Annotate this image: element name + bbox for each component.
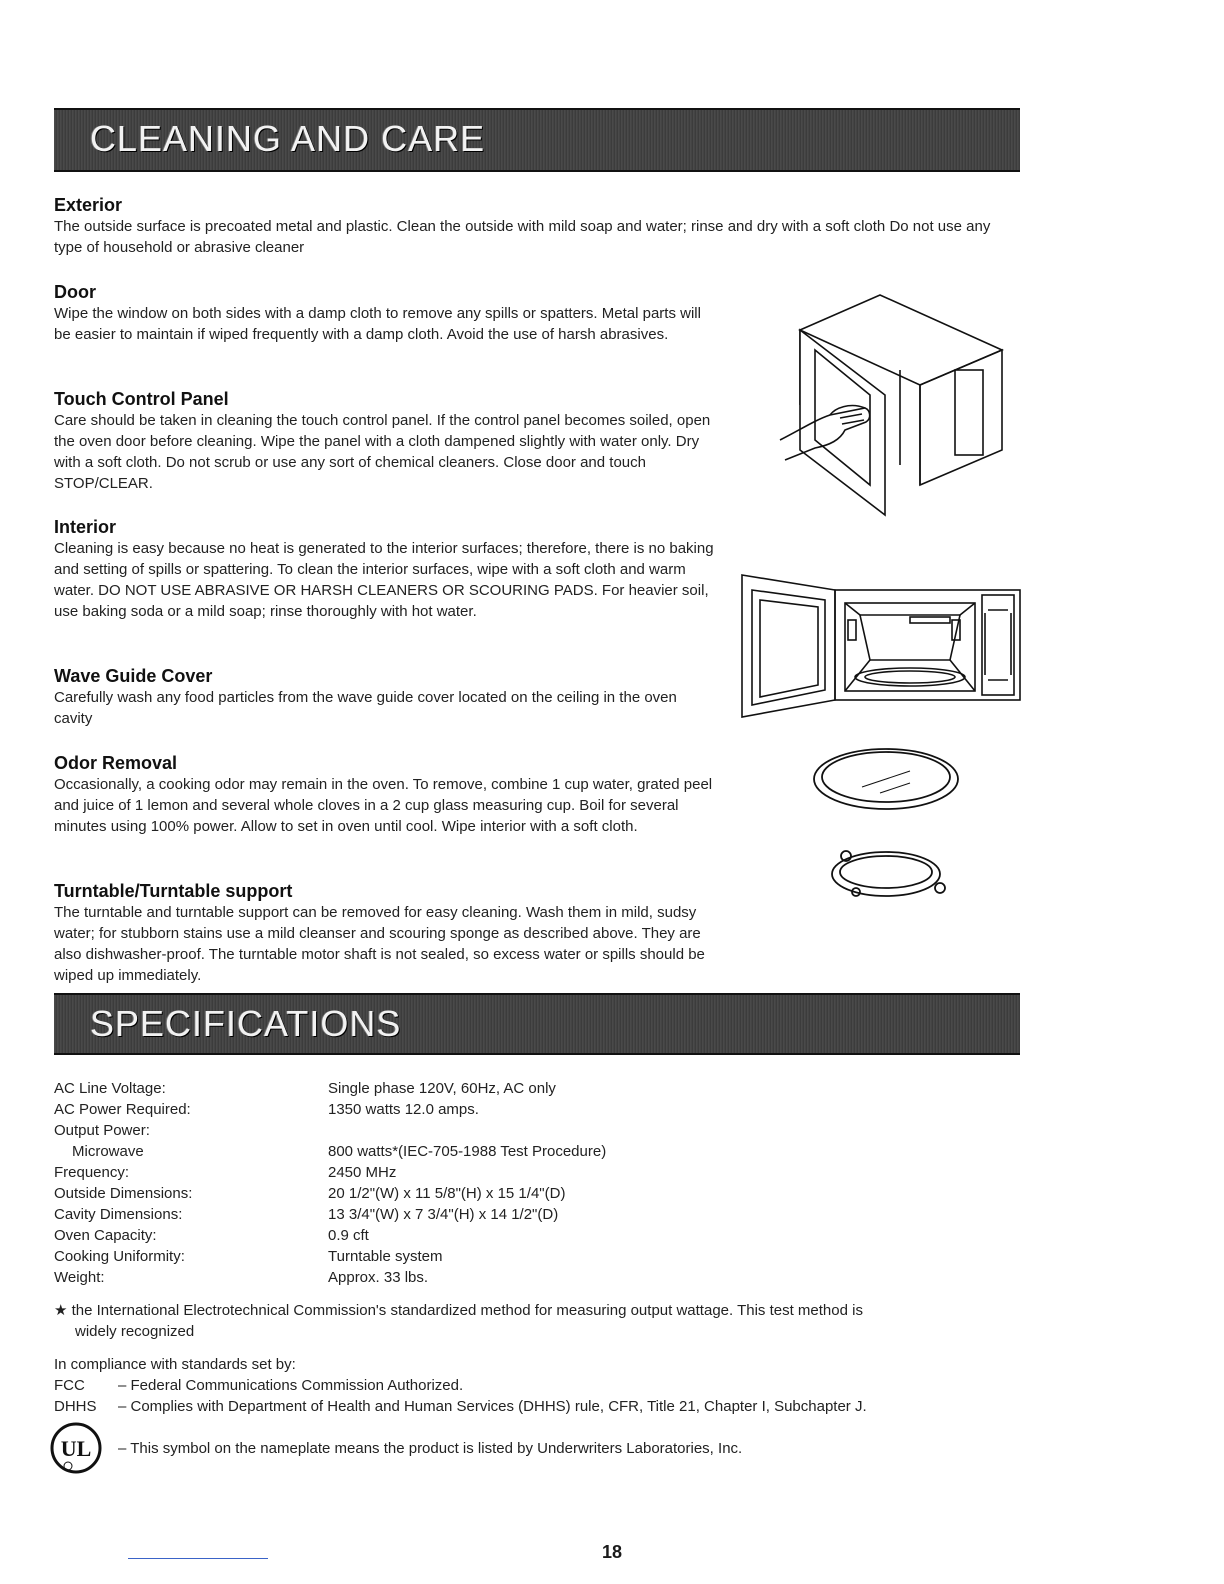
door-heading: Door bbox=[54, 282, 96, 302]
spec-value: Turntable system bbox=[328, 1248, 443, 1265]
spec-label: Outside Dimensions: bbox=[54, 1185, 193, 1202]
dhhs-text: – Complies with Department of Health and Human Services (DHHS) rule, CFR, Title 21, Chapter I, Subchapter J. bbox=[118, 1398, 867, 1415]
spec-label: Oven Capacity: bbox=[54, 1227, 157, 1244]
spec-label: Microwave bbox=[72, 1143, 144, 1160]
spec-label: AC Line Voltage: bbox=[54, 1080, 166, 1097]
wave-guide-heading: Wave Guide Cover bbox=[54, 666, 213, 686]
touch-panel-section bbox=[54, 388, 718, 494]
interior-text: Cleaning is easy because no heat is generated to the interior surfaces; therefore, there is no baking and setting of spills or spattering. To clean the interior surfaces, wipe with a soft cloth and warm water. DO NOT USE ABRASIVE OR HARSH CLEANERS OR SCOURING PADS. For heavier soil, use baking soda or a mild soap; rinse thoroughly with hot water. bbox=[54, 540, 714, 620]
cleaning-banner bbox=[54, 108, 1020, 172]
odor-text: Occasionally, a cooking odor may remain in the oven. To remove, combine 1 cup water, grated peel and juice of 1 lemon and several whole cloves in a 2 cup glass measuring cup. Boil for several minutes using 100% power. Allow to set in oven until cool. Wipe interior with a soft cloth. bbox=[54, 776, 713, 835]
spec-value: 1350 watts 12.0 amps. bbox=[328, 1101, 479, 1118]
exterior-text: The outside surface is precoated metal and plastic. Clean the outside with mild soap and water; rinse and dry with a soft cloth Do not use any type of household or abrasive cleaner bbox=[54, 218, 991, 256]
cleaning-title: CLEANING AND CARE bbox=[90, 118, 486, 159]
footnote-line-1: ★ the International Electrotechnical Commission's standardized method for measuring output wattage. This test method is bbox=[54, 1302, 863, 1319]
spec-label: Output Power: bbox=[54, 1122, 150, 1139]
spec-label: Cavity Dimensions: bbox=[54, 1206, 183, 1223]
spec-value: 800 watts*(IEC-705-1988 Test Procedure) bbox=[328, 1143, 607, 1160]
spec-value: 0.9 cft bbox=[328, 1227, 369, 1244]
spec-label: AC Power Required: bbox=[54, 1101, 191, 1118]
bottom-rule bbox=[128, 1558, 268, 1559]
door-text: Wipe the window on both sides with a damp cloth to remove any spills or spatters. Metal parts will be easier to maintain if wiped frequently with a damp cloth. Avoid the use of harsh abrasives. bbox=[54, 305, 701, 343]
turntable-heading: Turntable/Turntable support bbox=[54, 881, 293, 901]
fcc-abbr: FCC bbox=[54, 1377, 85, 1394]
turntable-text: The turntable and turntable support can be removed for easy cleaning. Wash them in mild, sudsy water; for stubborn stains use a mild cleanser and scouring sponge as described above. They are also dishwasher-proof. The turntable motor shaft is not sealed, so excess water or spills should be wiped up immediately. bbox=[54, 904, 705, 984]
turntable-tray-illustration bbox=[810, 745, 962, 815]
wave-guide-section bbox=[54, 665, 718, 729]
spec-label: Frequency: bbox=[54, 1164, 130, 1181]
touch-panel-heading: Touch Control Panel bbox=[54, 389, 229, 409]
spec-value: 20 1/2"(W) x 11 5/8"(H) x 15 1/4"(D) bbox=[328, 1185, 566, 1202]
spec-value: Approx. 33 lbs. bbox=[328, 1269, 429, 1286]
spec-label: Cooking Uniformity: bbox=[54, 1248, 185, 1265]
spec-value: 2450 MHz bbox=[328, 1164, 397, 1181]
dhhs-abbr: DHHS bbox=[54, 1398, 97, 1415]
ul-text: – This symbol on the nameplate means the product is listed by Underwriters Laboratories, Inc. bbox=[118, 1440, 743, 1457]
spec-value: 13 3/4"(W) x 7 3/4"(H) x 14 1/2"(D) bbox=[328, 1206, 559, 1223]
ul-logo-letters: UL bbox=[60, 1436, 92, 1461]
spec-value: Single phase 120V, 60Hz, AC only bbox=[328, 1080, 556, 1097]
interior-section bbox=[54, 516, 718, 622]
exterior-heading: Exterior bbox=[54, 195, 123, 215]
turntable-support-illustration bbox=[822, 842, 954, 904]
turntable-section bbox=[54, 880, 718, 986]
footnote-line-2: widely recognized bbox=[75, 1323, 195, 1340]
wave-guide-text: Carefully wash any food particles from the wave guide cover located on the ceiling in the oven cavity bbox=[54, 689, 677, 727]
specifications-banner bbox=[54, 993, 1020, 1055]
odor-section bbox=[54, 752, 718, 837]
oven-interior-illustration bbox=[740, 565, 1022, 720]
interior-heading: Interior bbox=[54, 517, 117, 537]
exterior-section bbox=[54, 194, 1022, 258]
spec-label: Weight: bbox=[54, 1269, 105, 1286]
oven-door-wiping-illustration bbox=[770, 290, 1010, 520]
odor-heading: Odor Removal bbox=[54, 753, 178, 773]
specifications-title: SPECIFICATIONS bbox=[90, 1003, 402, 1044]
compliance-intro: In compliance with standards set by: bbox=[54, 1356, 296, 1373]
page-number: 18 bbox=[601, 1542, 623, 1562]
ul-logo-icon bbox=[46, 1420, 116, 1478]
door-section bbox=[54, 281, 718, 345]
touch-panel-text: Care should be taken in cleaning the touch control panel. If the control panel becomes soiled, open the oven door before cleaning. Wipe the panel with a cloth dampened slightly with water only. Dry with a soft cloth. Do not scrub or use any sort of chemical cleaners. Close door and touch STOP/CLEAR. bbox=[54, 412, 711, 492]
fcc-text: – Federal Communications Commission Authorized. bbox=[118, 1377, 464, 1394]
